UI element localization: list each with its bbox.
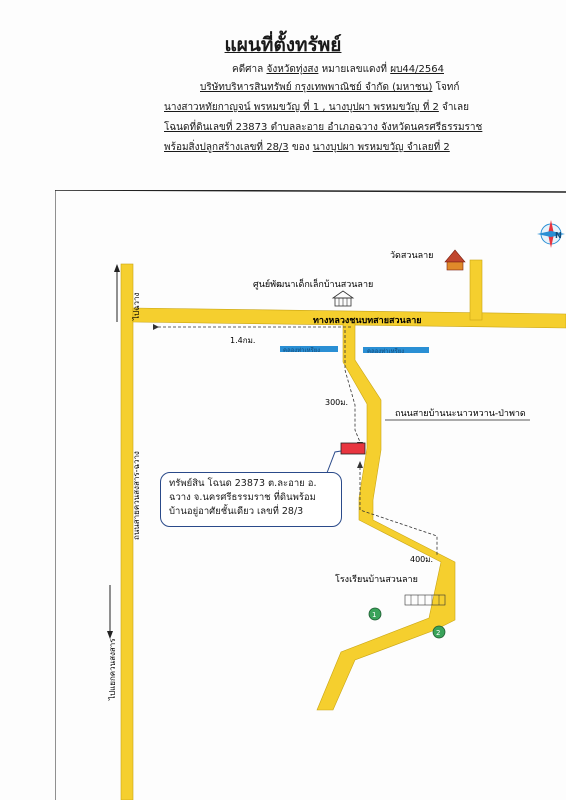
page-title: แผนที่ตั้งทรัพย์ xyxy=(224,34,342,56)
route-arrow-up xyxy=(357,461,363,468)
label-left-road: ถนนสายควนสงสาร-ฉวาง xyxy=(132,451,141,540)
childcare-icon xyxy=(333,291,353,306)
temple-base xyxy=(447,262,463,270)
case-number: ผบ44/2564 xyxy=(390,64,444,75)
school-label: โรงเรียนบ้านสวนลาย xyxy=(335,575,418,585)
callout-line-3: บ้านอยู่อาศัยชั้นเดียว เลขที่ 28/3 xyxy=(169,506,304,517)
school-icon xyxy=(405,595,445,605)
building-number: พร้อมสิ่งปลูกสร้างเลขที่ 28/3 xyxy=(164,142,289,153)
callout-line-2: ฉวาง จ.นครศรีธรรมราช ที่ดินพร้อม xyxy=(169,492,316,503)
property-marker xyxy=(341,443,365,454)
label-to-top: ไปฉวาง xyxy=(132,292,141,320)
marker-2: 2 xyxy=(436,629,441,637)
distance-1: 1.4กม. xyxy=(230,336,256,345)
canal-label-left: คลองท่าเหรียง xyxy=(283,347,321,354)
plaintiff-name: บริษัทบริหารสินทรัพย์ กรุงเทพพาณิชย์ จำกัด (มหาชน) xyxy=(200,82,433,93)
case-line xyxy=(232,62,444,77)
callout-line-1: ทรัพย์สิน โฉนด 23873 ต.ละอาย อ. xyxy=(169,478,317,489)
distance-2: 300ม. xyxy=(325,398,349,407)
highway-label: ทางหลวงชนบทสายสวนลาย xyxy=(313,316,422,326)
childcare-label: ศูนย์พัฒนาเด็กเล็กบ้านสวนลาย xyxy=(253,280,374,290)
court-name: จังหวัดทุ่งสง xyxy=(266,64,319,75)
owner-prefix: ของ xyxy=(291,142,310,153)
plaintiff-role: โจทก์ xyxy=(435,82,460,93)
map-frame-top xyxy=(55,190,566,192)
owner-name: นางบุปผา พรหมขวัญ จำเลยที่ 2 xyxy=(312,142,450,153)
deed-line: โฉนดที่ดินเลขที่ 23873 ตำบลละอาย อำเภอฉวาง จังหวัดนครศรีธรรมราช xyxy=(164,122,483,133)
case-label: หมายเลขแดงที่ xyxy=(321,64,388,75)
court-prefix: คดีศาล xyxy=(232,64,264,75)
arrow-down-head xyxy=(107,631,113,639)
defendant-line xyxy=(164,100,469,115)
property-callout xyxy=(160,472,342,527)
marker-1: 1 xyxy=(372,611,377,619)
plaintiff-line xyxy=(200,80,459,95)
building-line xyxy=(164,140,450,155)
temple-icon xyxy=(445,250,465,262)
temple-road xyxy=(470,260,482,320)
defendant-names: นางสาวหทัยกาญจน์ พรหมขวัญ ที่ 1 , นางบุปผา พรหมขวัญ ที่ 2 xyxy=(164,102,439,113)
label-to-bottom: ไปแยกควนสงสาร xyxy=(108,638,117,700)
arrow-up-head xyxy=(114,264,120,272)
north-label: N xyxy=(555,231,562,240)
route-arrow-left xyxy=(153,324,159,330)
distance-3: 400ม. xyxy=(410,555,434,564)
defendant-role: จำเลย xyxy=(442,102,469,113)
canal-label-right: คลองท่าเหรียง xyxy=(367,348,405,355)
road-right-label: ถนนสายบ้านนะนาวหวาน-ป่าพาด xyxy=(395,409,526,419)
temple-label: วัดสวนลาย xyxy=(390,251,434,261)
